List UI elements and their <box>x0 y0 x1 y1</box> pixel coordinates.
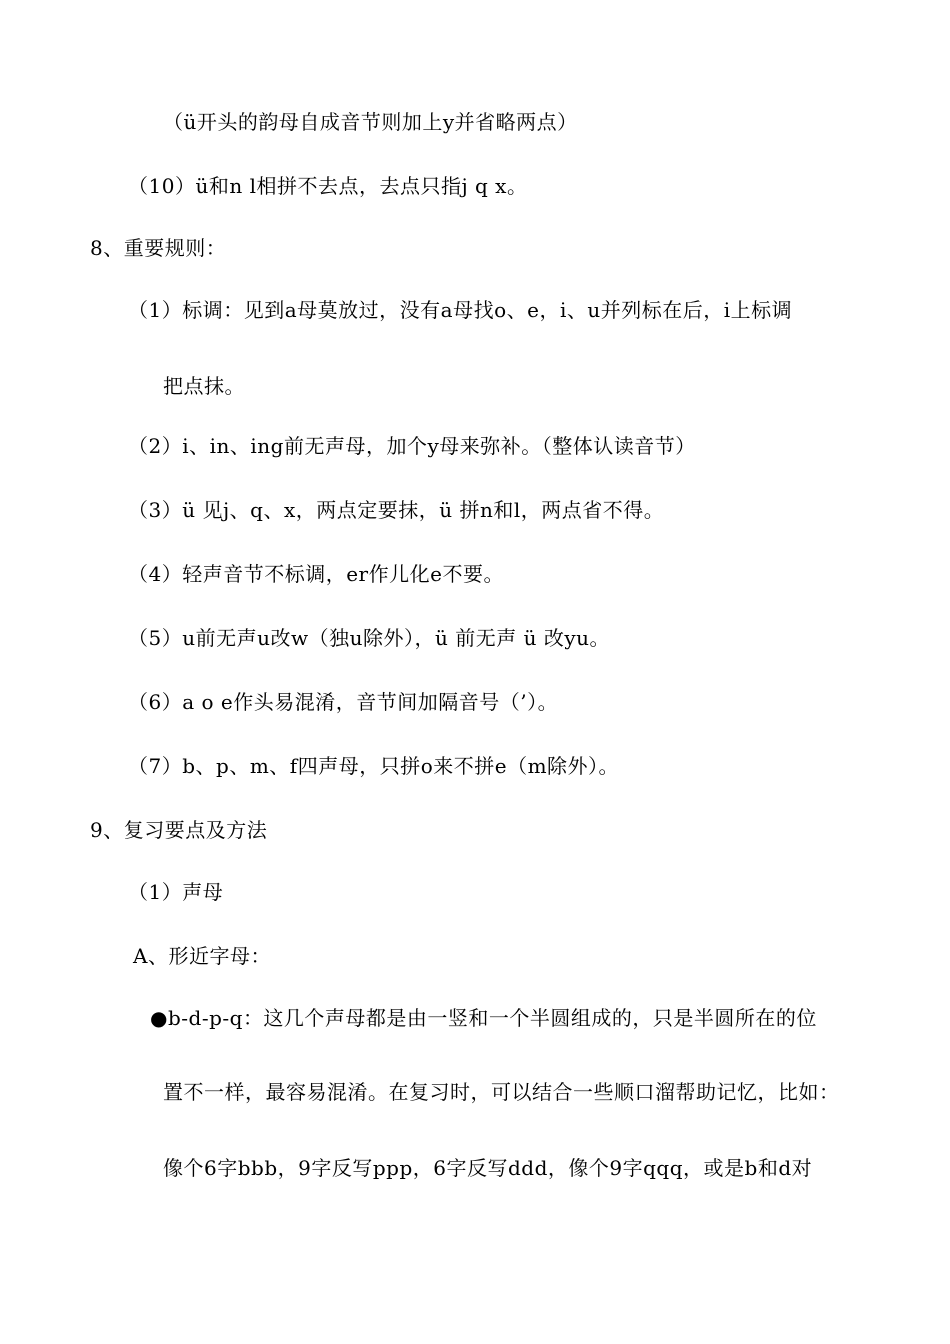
bdpq-paragraph-line-1 <box>150 1004 817 1032</box>
section-8-heading: 8、重要规则： <box>90 236 227 260</box>
bdpq-paragraph-line-3: 像个6字bbb，9字反写ppp，6字反写ddd，像个9字qqq，或是b和d对 <box>163 1156 813 1180</box>
rule-4-neutral-tone: （4）轻声音节不标调，er作儿化e不要。 <box>128 562 504 586</box>
bdpq-text-line-1: b-d-p-q：这几个声母都是由一竖和一个半圆组成的，只是半圆所在的位 <box>167 1006 817 1030</box>
rule-2-i-in-ing: （2）i、in、ing前无声母，加个y母来弥补。（整体认读音节） <box>128 434 696 458</box>
rule-10-u-with-n-l: （10）ü和n l相拼不去点，去点只指j q x。 <box>128 174 528 198</box>
rule-5-u-to-w: （5）u前无声u改w（独u除外），ü 前无声 ü 改yu。 <box>128 626 610 650</box>
bullet-icon: ● <box>150 1006 168 1030</box>
rule-6-syllable-dividing-mark: （6）a o e作头易混淆，音节间加隔音号（’）。 <box>128 690 559 714</box>
section-9-heading: 9、复习要点及方法 <box>90 818 268 842</box>
rule-1-tone-marking-cont: 把点抹。 <box>163 374 245 398</box>
subsection-1-initials: （1）声母 <box>128 880 224 904</box>
rule-3-u-umlaut: （3）ü 见j、q、x，两点定要抹，ü 拼n和l，两点省不得。 <box>128 498 665 522</box>
rule-1-tone-marking: （1）标调：见到a母莫放过，没有a母找o、e，i、u并列标在后，i上标调 <box>128 298 793 322</box>
note-u-initial-syllable: （ü开头的韵母自成音节则加上y并省略两点） <box>163 110 578 134</box>
rule-7-bpmf: （7）b、p、m、f四声母，只拼o来不拼e（m除外）。 <box>128 754 620 778</box>
subsection-a-similar-letters: A、形近字母： <box>133 944 271 968</box>
bdpq-paragraph-line-2: 置不一样，最容易混淆。在复习时，可以结合一些顺口溜帮助记忆，比如： <box>163 1080 840 1104</box>
